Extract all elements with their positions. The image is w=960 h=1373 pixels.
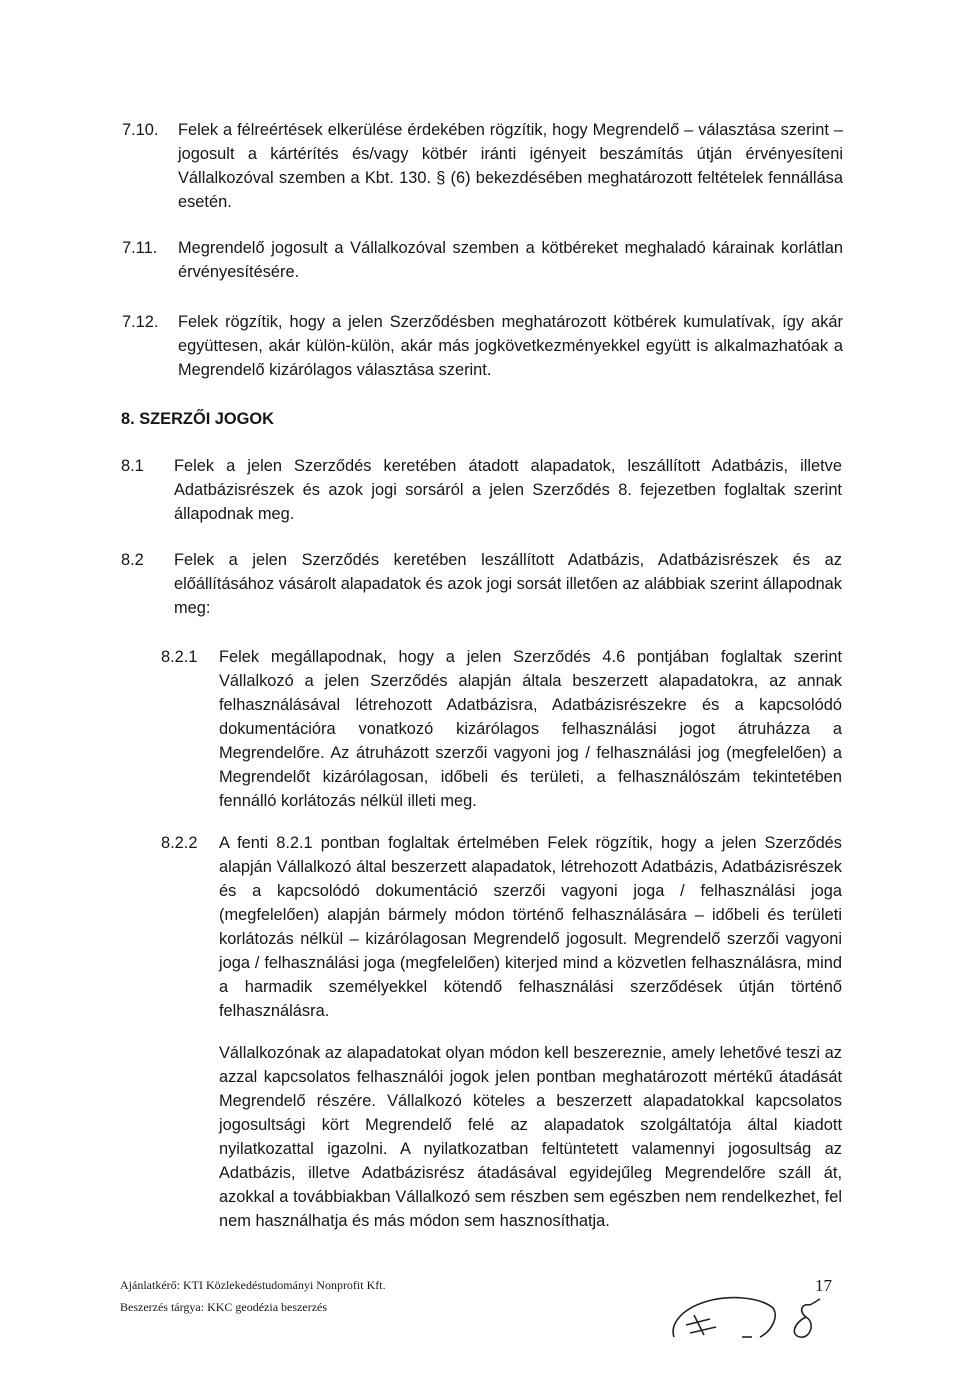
section-number-7-11: 7.11. [122,239,158,257]
section-number-7-10: 7.10. [122,121,159,139]
section-8-1 [174,454,842,526]
section-number-8-2: 8.2 [121,551,144,569]
footer-requester: Ajánlatkérő: KTI Közlekedéstudományi Nonprofit Kft. [120,1278,386,1292]
section-8-1-text: Felek a jelen Szerződés keretében átadott alapadatok, leszállított Adatbázis, illetve Adatbázisrészek és azok jogi sorsáról a jelen Szerződés 8. fejezetben foglaltak szerint állapodnak meg. [174,457,842,523]
continuation-paragraph [219,1041,842,1233]
subsection-number-8-2-1: 8.2.1 [161,648,198,666]
subsection-8-2-2 [219,831,842,1023]
subsection-8-2-1-text: Felek megállapodnak, hogy a jelen Szerződés 4.6 pontjában foglaltak szerint Vállalkozó a jelen Szerződés alapján általa beszerzett alapadatokra, az annak felhasználásával létrehozott Adatbázisra, Adatbázisrészekre és a kapcsolódó dokumentációra vonatkozó kizárólagos felhasználási jogot átruházza a Megrendelőre. Az átruházott szerzői vagyoni jog / felhasználási jog (megfelelően) a Megrendelőt kizárólagosan, időbeli és területi, a felhasználószám tekintetében fennálló korlátozás nélkül illeti meg. [219,648,842,810]
page-number: 17 [815,1276,832,1295]
section-7-10 [178,118,843,214]
section-7-10-text: Felek a félreértések elkerülése érdekében rögzítik, hogy Megrendelő – választása szerint – jogosult a kártérítés és/vagy kötbér iránti igényeit beszámítás útján érvényesíteni Vállalkozóval szemben a Kbt. 130. § (6) bekezdésében meghatározott feltételek fennállása esetén. [178,121,843,211]
section-7-11 [178,236,843,284]
section-number-7-12: 7.12. [122,313,159,331]
section-7-11-text: Megrendelő jogosult a Vállalkozóval szemben a kötbéreket meghaladó kárainak korlátlan érvényesítésére. [178,239,843,281]
continuation-paragraph-text: Vállalkozónak az alapadatokat olyan módon kell beszereznie, amely lehetővé teszi az azzal kapcsolatos felhasználói jogok jelen pontban meghatározott mértékű átadását Megrendelő részére. Vállalkozó köteles a beszerzett alapadatokkal kapcsolatos jogosultsági kört Megrendelő felé az alapadatok szolgáltatója által kiadott nyilatkozattal igazolni. A nyilatkozatban feltüntetett valamennyi jogosultság az Adatbázis, illetve Adatbázisrész átadásával egyidejűleg Megrendelőre száll át, azokkal a továbbiakban Vállalkozó sem részben sem egészben nem rendelkezhet, fel nem használhatja és más módon sem hasznosíthatja. [219,1044,842,1230]
initials-signature [660,1285,840,1355]
section-7-12-text: Felek rögzítik, hogy a jelen Szerződésben meghatározott kötbérek kumulatívak, így akár együttesen, akár külön-külön, akár más jogkövetkezményekkel együtt is alkalmazhatóak a Megrendelő kizárólagos választása szerint. [178,313,843,379]
chapter-heading: 8. SZERZŐI JOGOK [121,410,275,428]
footer-subject: Beszerzés tárgya: KKC geodézia beszerzés [120,1300,328,1314]
section-number-8-1: 8.1 [121,457,144,475]
section-8-2-text: Felek a jelen Szerződés keretében leszállított Adatbázis, Adatbázisrészek és az előállításához vásárolt alapadatok és azok jogi sorsát illetően az alábbiak szerint állapodnak meg: [174,551,842,617]
subsection-8-2-1 [219,645,842,813]
section-7-12 [178,310,843,382]
section-8-2 [174,548,842,620]
subsection-number-8-2-2: 8.2.2 [161,834,198,852]
subsection-8-2-2-text: A fenti 8.2.1 pontban foglaltak értelmében Felek rögzítik, hogy a jelen Szerződés alapján Vállalkozó által beszerzett alapadatok, létrehozott Adatbázis, Adatbázisrészek és a kapcsolódó dokumentáció szerzői vagyoni joga / felhasználási joga (megfelelően) alapján bármely módon történő felhasználására – időbeli és területi korlátozás nélkül – kizárólagosan Megrendelő jogosult. Megrendelő szerzői vagyoni joga / felhasználási joga (megfelelően) kiterjed mind a közvetlen felhasználásra, mind a harmadik személyekkel kötendő felhasználási szerződések útján történő felhasználásra. [219,834,842,1020]
